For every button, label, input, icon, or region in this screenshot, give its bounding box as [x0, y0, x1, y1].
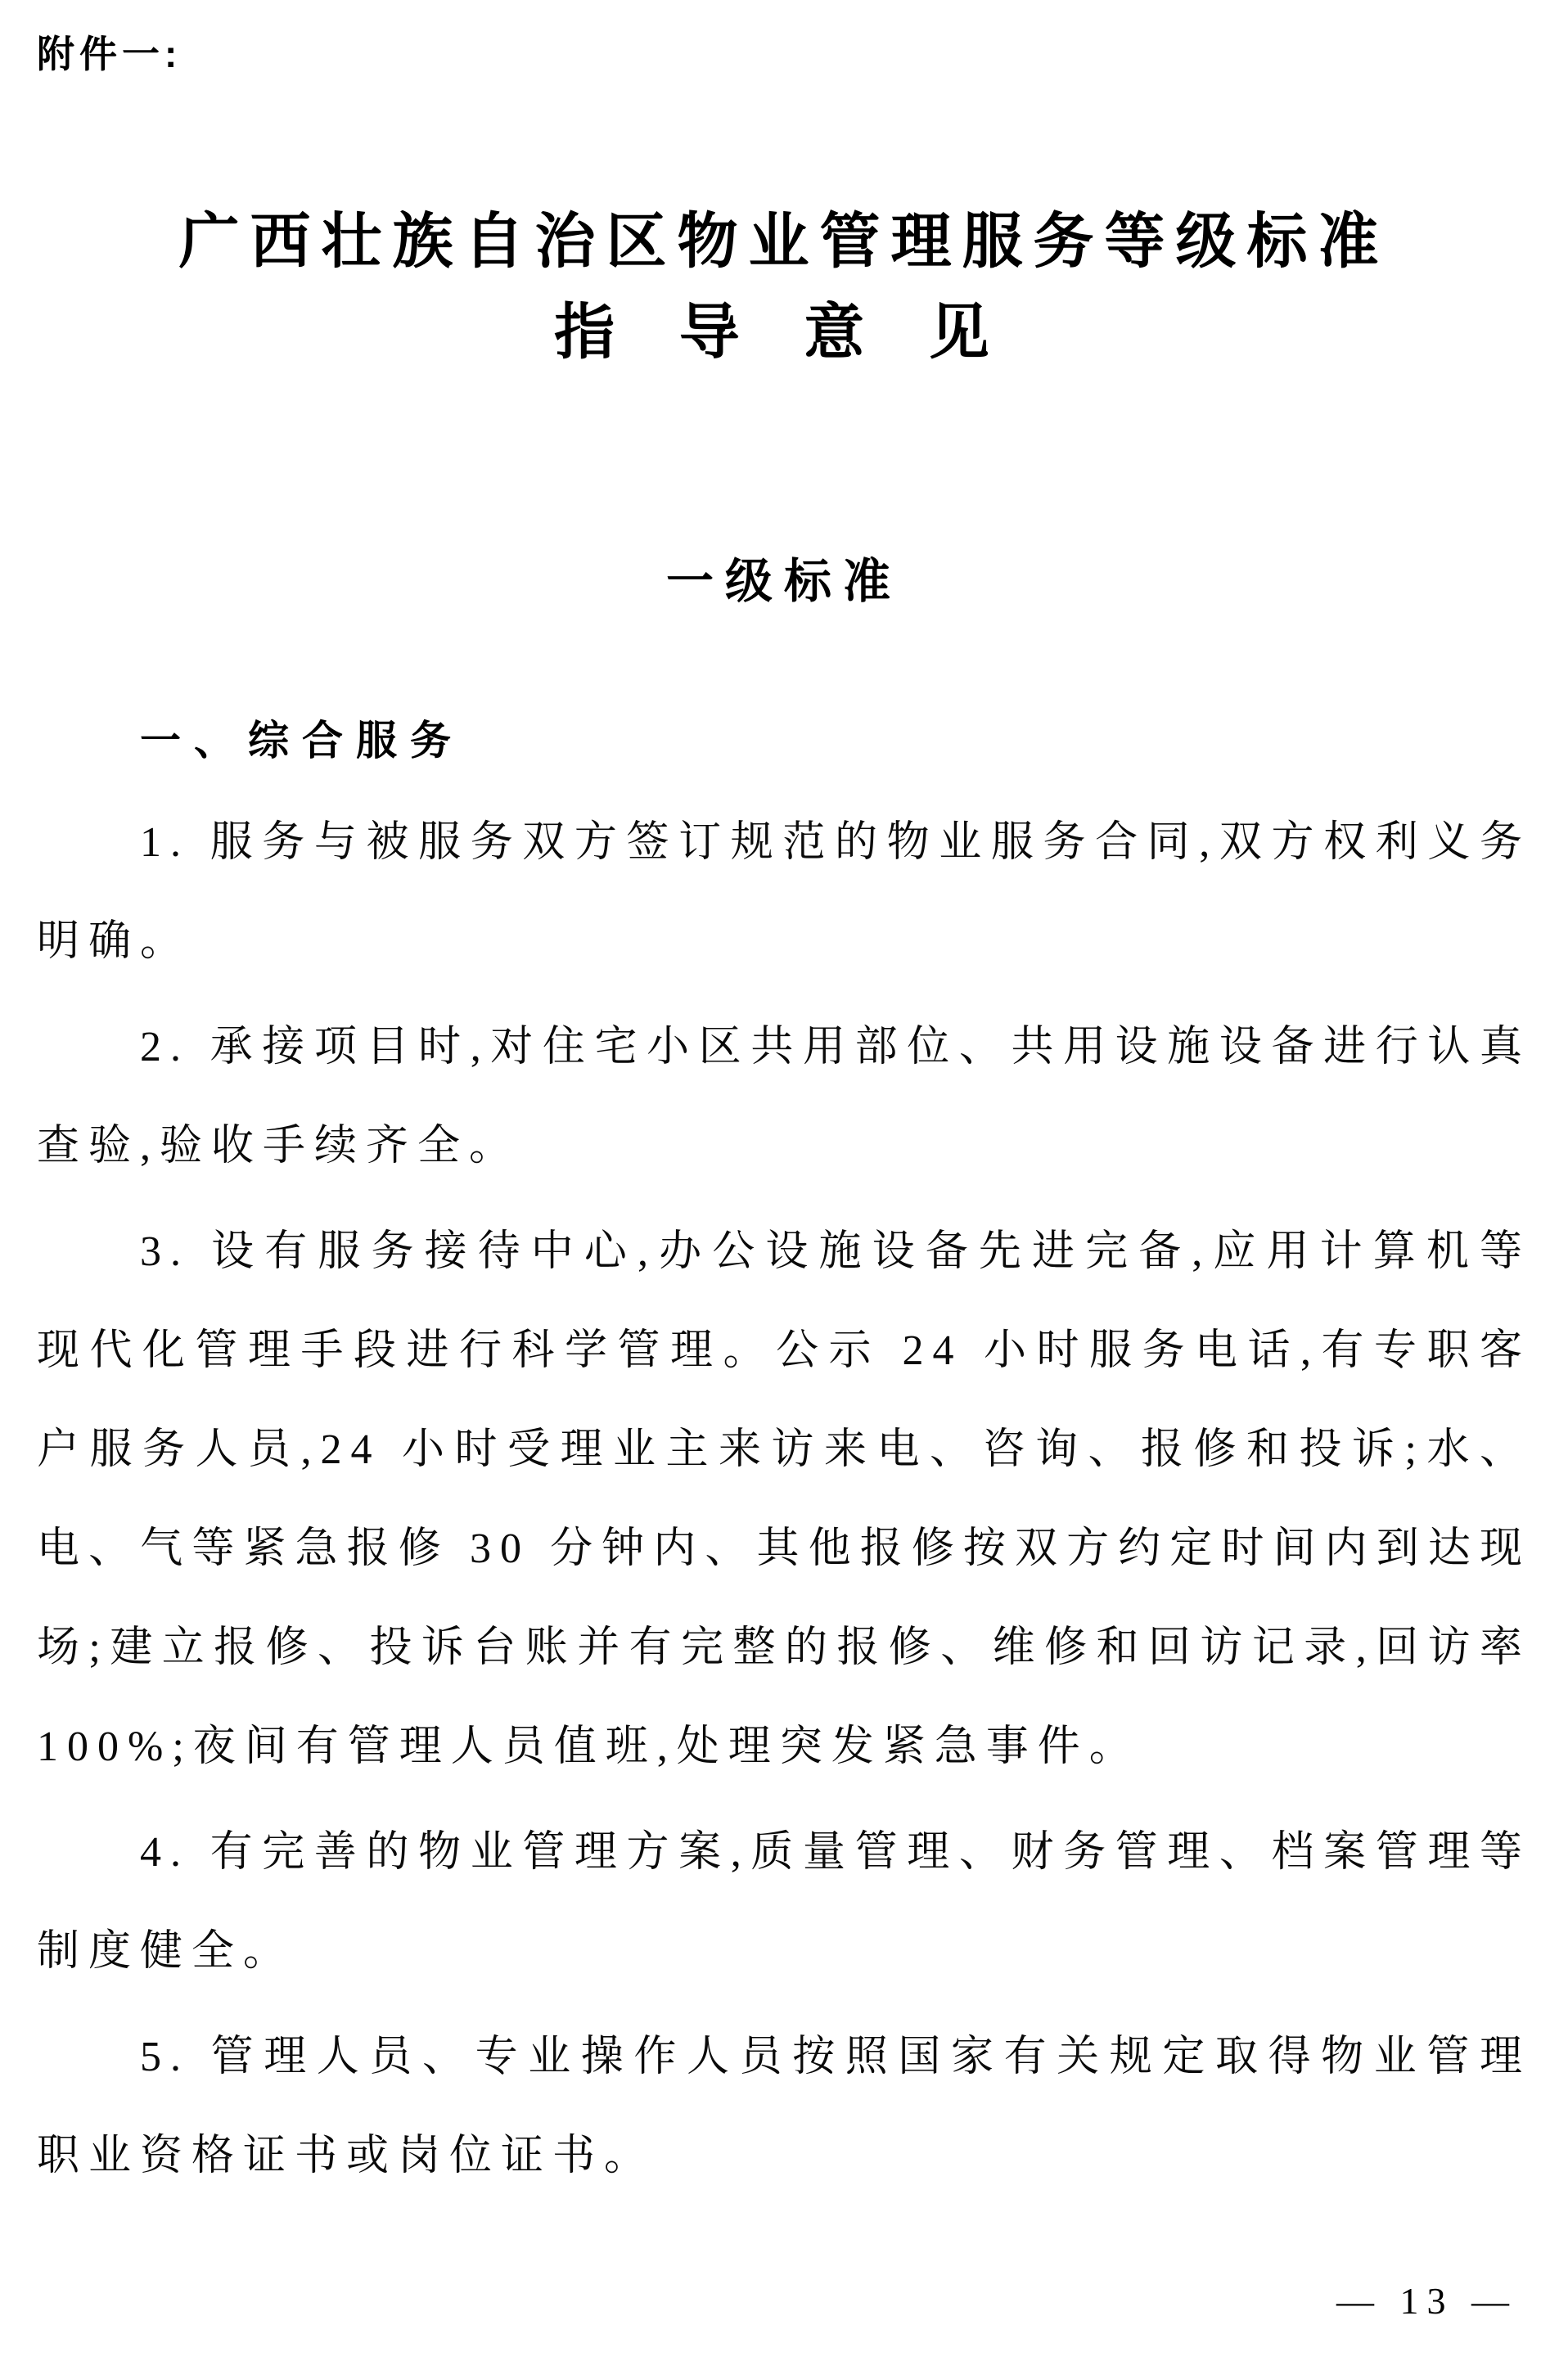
body-paragraph: 1. 服务与被服务双方签订规范的物业服务合同,双方权利义务明确。 — [37, 819, 1531, 965]
body-paragraph: 4. 有完善的物业管理方案,质量管理、财务管理、档案管理等制度健全。 — [37, 1829, 1531, 1975]
paragraph-list — [37, 793, 1531, 2206]
document-title — [37, 197, 1531, 379]
body-paragraph: 2. 承接项目时,对住宅小区共用部位、共用设施设备进行认真查验,验收手续齐全。 — [37, 1024, 1531, 1169]
attachment-label: 附件一: — [37, 33, 182, 75]
document-title-line1: 广西壮族自治区物业管理服务等级标准 — [178, 209, 1390, 276]
body-paragraph: 3. 设有服务接待中心,办公设施设备先进完备,应用计算机等现代化管理手段进行科学管理。公示 24 小时服务电话,有专职客户服务人员,24 小时受理业主来访来电、咨询、报修和投诉;水、电、气等紧急报修 30 分钟内、其他报修按双方约定时间内到达现场;建立报修、投诉台账并有完整的报修、维修和回访记录,回访率 100%;夜间有管理人员值班,处理突发紧急事件。 — [37, 1228, 1531, 1770]
document-title-line2: 指 导 意 见 — [554, 300, 1014, 367]
page-number: — 13 — — [1336, 2280, 1517, 2322]
level-one-standard-heading: 一级标准 — [665, 555, 902, 608]
body-paragraph: 5. 管理人员、专业操作人员按照国家有关规定取得物业管理职业资格证书或岗位证书。 — [37, 2034, 1531, 2179]
comprehensive-service-heading: 一、综合服务 — [140, 718, 464, 764]
